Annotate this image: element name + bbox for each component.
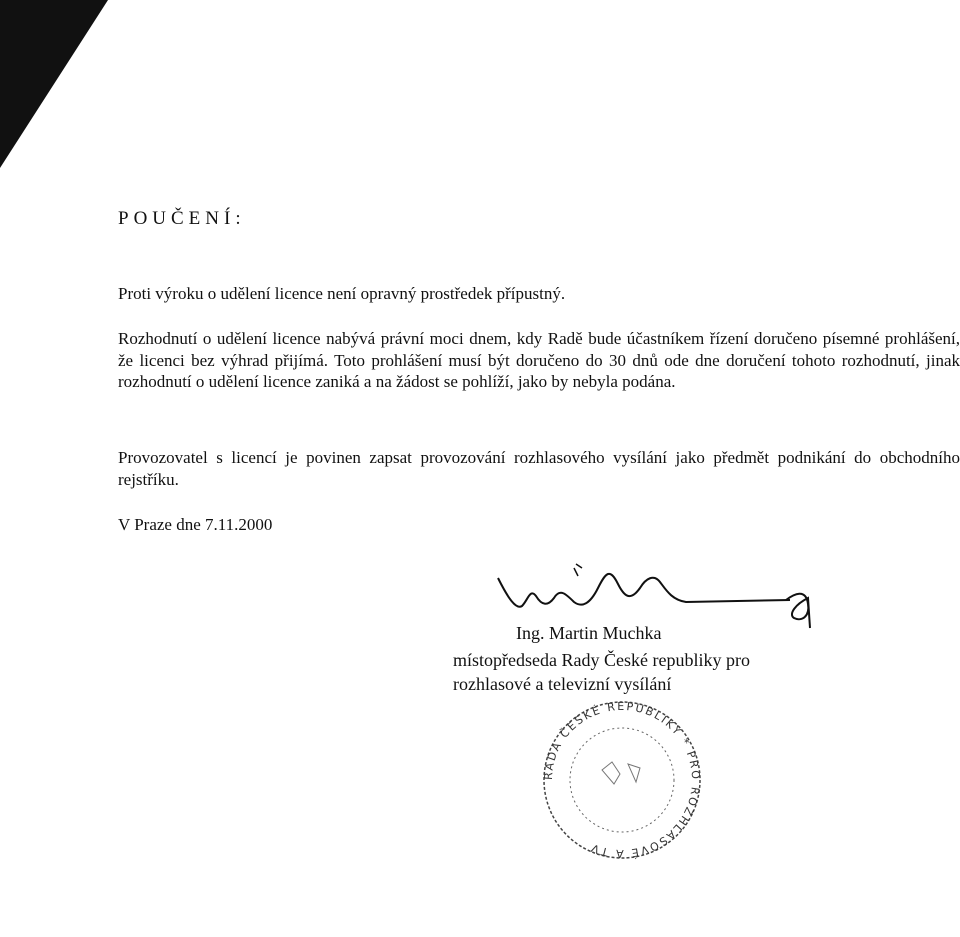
place-and-date: V Praze dne 7.11.2000 (118, 515, 273, 534)
signatory-role-line-1: místopředseda Rady České republiky pro (453, 650, 750, 670)
paragraph-registration: Provozovatel s licencí je povinen zapsat provozování rozhlasového vysílání jako předmět podnikání do obchodního rejstříku. (118, 448, 960, 489)
scan-corner-mark (0, 0, 120, 180)
page-heading: POUČENÍ: (118, 208, 246, 229)
paragraph-appeal: Proti výroku o udělení licence není opravný prostředek přípustný. (118, 284, 566, 303)
paragraph-legal-effect: Rozhodnutí o udělení licence nabývá právní moci dnem, kdy Radě bude účastníkem řízení doručeno písemné prohlášení, že licenci bez výhrad přijímá. Toto prohlášení musí být doručeno do 30 dnů ode dne doručení tohoto rozhodnutí, jinak rozhodnutí o udělení licence zaniká a na žádost se pohlíží, jako by nebyla podána. (118, 329, 960, 391)
svg-text:RADA ČESKÉ REPUBLIKY * PRO ROZ: RADA ČESKÉ REPUBLIKY * PRO ROZHLASOVÉ A TV (541, 699, 703, 860)
signatory-name: Ing. Martin Muchka (516, 623, 662, 643)
official-stamp (522, 680, 722, 860)
signatory-role-line-2: rozhlasové a televizní vysílání (453, 674, 672, 694)
